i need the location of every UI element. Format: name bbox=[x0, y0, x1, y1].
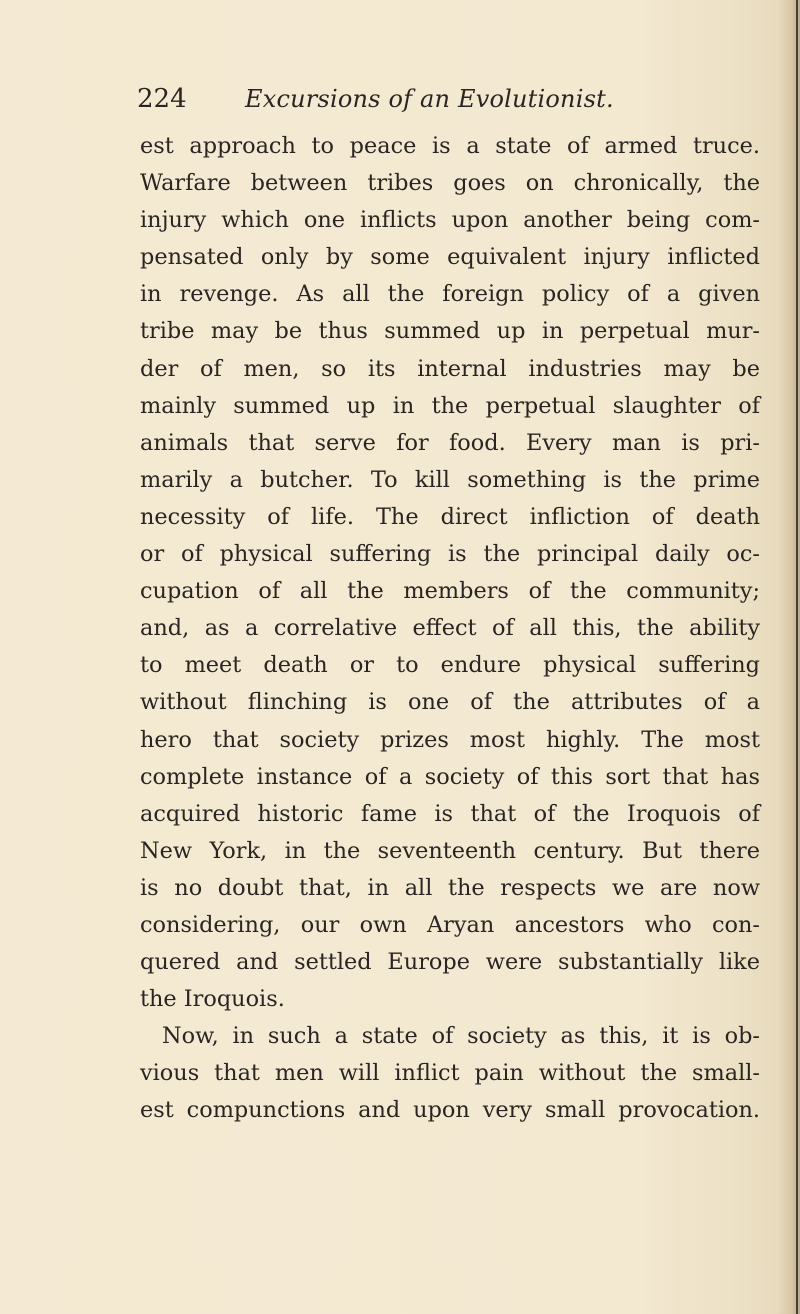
text-line: der of men, so its internal industries may be bbox=[140, 355, 760, 382]
text-line: injury which one inflicts upon another being com- bbox=[140, 207, 760, 234]
text-line: or of physical suffering is the principal daily oc- bbox=[140, 541, 760, 568]
text-line: tribe may be thus summed up in perpetual mur- bbox=[140, 318, 760, 345]
text-line: necessity of life. The direct infliction of death bbox=[140, 503, 760, 530]
text-line: vious that men will inflict pain without the small- bbox=[140, 1060, 760, 1087]
text-line: New York, in the seventeenth century. But there bbox=[140, 837, 760, 864]
running-title: Excursions of an Evolutionist. bbox=[245, 85, 614, 113]
page-number: 224 bbox=[137, 84, 187, 114]
text-line: est compunctions and upon very small provocation. bbox=[140, 1097, 760, 1124]
body-text bbox=[140, 128, 760, 1130]
text-line: pensated only by some equivalent injury inflicted bbox=[140, 244, 760, 271]
text-line: to meet death or to endure physical suffering bbox=[140, 652, 760, 679]
text-line: est approach to peace is a state of armed truce. bbox=[140, 133, 760, 159]
text-line: animals that serve for food. Every man is pri- bbox=[140, 429, 760, 456]
text-line: cupation of all the members of the community; bbox=[140, 578, 760, 605]
text-line: marily a butcher. To kill something is the prime bbox=[140, 466, 760, 493]
running-header bbox=[137, 84, 777, 124]
text-line: considering, our own Aryan ancestors who con- bbox=[140, 911, 760, 938]
text-line: is no doubt that, in all the respects we are now bbox=[140, 874, 760, 901]
text-line: acquired historic fame is that of the Iroquois of bbox=[140, 800, 760, 827]
text-line: Warfare between tribes goes on chronically, the bbox=[140, 170, 760, 197]
text-line: mainly summed up in the perpetual slaughter of bbox=[140, 392, 760, 419]
text-line: the Iroquois. bbox=[140, 986, 285, 1013]
page-edge-line bbox=[796, 0, 798, 1314]
text-line: complete instance of a society of this sort that has bbox=[140, 763, 760, 790]
text-line: and, as a correlative effect of all this, the ability bbox=[140, 615, 760, 642]
text-line: in revenge. As all the foreign policy of a given bbox=[140, 281, 760, 308]
text-line: hero that society prizes most highly. The most bbox=[140, 726, 760, 753]
text-line: without flinching is one of the attributes of a bbox=[140, 689, 760, 716]
text-line: quered and settled Europe were substantially like bbox=[140, 949, 760, 976]
text-line: Now, in such a state of society as this, it is ob- bbox=[162, 1023, 760, 1050]
